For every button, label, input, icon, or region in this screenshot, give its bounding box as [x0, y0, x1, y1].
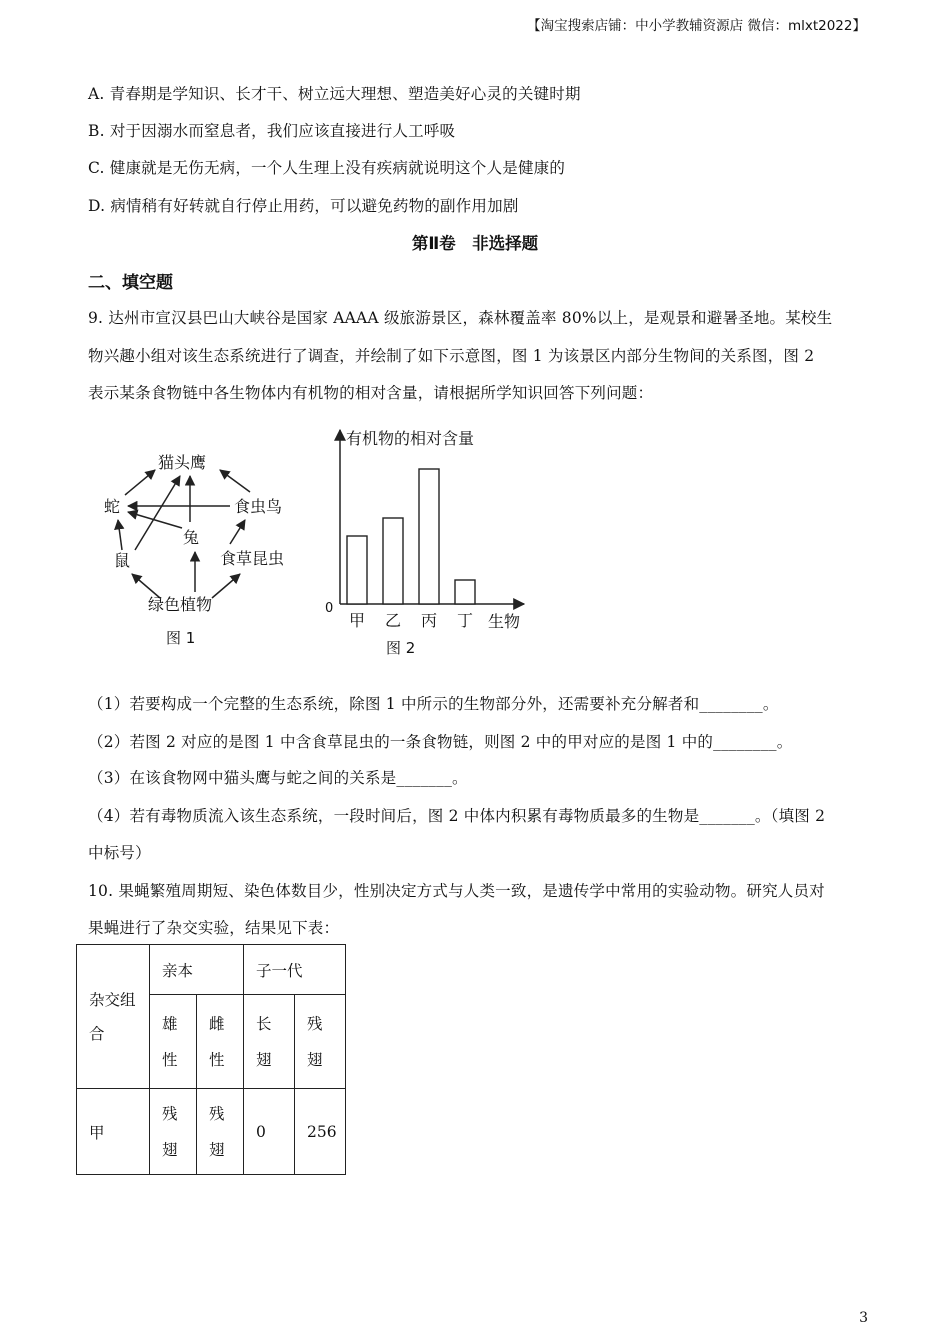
header-offspring: 子一代 — [244, 945, 346, 995]
option-c: C. 健康就是无伤无病，一个人生理上没有疾病就说明这个人是健康的 — [88, 159, 566, 177]
x-axis-label: 生物 — [488, 612, 521, 631]
arrow-rabbit-snake — [128, 512, 182, 528]
node-rabbit: 兔 — [183, 528, 200, 547]
arrow-snake-owl — [125, 470, 155, 495]
origin-label: 0 — [325, 601, 334, 616]
header-male: 雄性 — [150, 995, 197, 1089]
option-a: A. 青春期是学知识、长才干、树立远大理想、塑造美好心灵的关键时期 — [88, 85, 581, 103]
q9-line-3: 表示某条食物链中各生物体内有机物的相对含量，请根据所学知识回答下列问题： — [88, 384, 654, 402]
q9-sub-2: （2）若图 2 对应的是图 1 中含食草昆虫的一条食物链，则图 2 中的甲对应的是图 1 中的________。 — [88, 733, 793, 751]
q10-line-2: 果蝇进行了杂交实验，结果见下表： — [88, 919, 340, 937]
header-parent: 亲本 — [150, 945, 244, 995]
header-group: 杂交组合 — [77, 945, 150, 1089]
q9-sub-1: （1）若要构成一个完整的生态系统，除图 1 中所示的生物部分外，还需要补充分解者和________。 — [88, 695, 779, 713]
x-tick-3: 丙 — [420, 611, 438, 630]
q9-sub-3: （3）在该食物网中猫头鹰与蛇之间的关系是_______。 — [88, 769, 468, 787]
x-tick-1: 甲 — [348, 611, 366, 630]
x-tick-4: 丁 — [456, 611, 474, 630]
chart-title: 有机物的相对含量 — [346, 429, 475, 448]
bar-3 — [419, 469, 439, 604]
figure-2-caption: 图 2 — [386, 639, 416, 657]
bar-4 — [455, 580, 475, 604]
header-female: 雌性 — [197, 995, 244, 1089]
node-mouse: 鼠 — [114, 551, 131, 570]
bar-1 — [347, 536, 367, 604]
q9-sub-4: （4）若有毒物质流入该生态系统，一段时间后，图 2 中体内积累有毒物质最多的生物是_______。（填图 2 — [88, 807, 826, 825]
node-insect: 食草昆虫 — [220, 549, 285, 568]
arrow-bird-owl — [220, 470, 250, 492]
q9-sub-4-cont: 中标号） — [88, 844, 151, 862]
q9-line-2: 物兴趣小组对该生态系统进行了调查，并绘制了如下示意图，图 1 为该景区内部分生物间的关系图，图 2 — [88, 347, 815, 365]
cell-group: 甲 — [77, 1089, 150, 1175]
cell-long: 0 — [244, 1089, 295, 1175]
cross-table — [76, 944, 346, 1175]
arrow-mouse-owl — [135, 476, 180, 550]
figure-1-caption: 图 1 — [166, 629, 196, 647]
cell-male: 残翅 — [150, 1089, 197, 1175]
option-d: D. 病情稍有好转就自行停止用药，可以避免药物的副作用加剧 — [88, 197, 519, 215]
node-owl: 猫头鹰 — [158, 453, 207, 472]
q10-line-1: 10. 果蝇繁殖周期短、染色体数目少，性别决定方式与人类一致，是遗传学中常用的实验动物。研究人员对 — [88, 882, 825, 900]
organic-matter-chart — [310, 420, 540, 660]
header-long-wing: 长翅 — [244, 995, 295, 1089]
node-snake: 蛇 — [104, 497, 121, 516]
arrow-plant-insect — [212, 574, 240, 598]
cell-female: 残翅 — [197, 1089, 244, 1175]
cell-vestigial: 256 — [295, 1089, 346, 1175]
table-row — [77, 1089, 346, 1175]
arrow-insect-bird — [230, 520, 245, 544]
node-bird: 食虫鸟 — [234, 497, 283, 516]
part-title: 二、填空题 — [88, 273, 173, 293]
q9-line-1: 9. 达州市宣汉县巴山大峡谷是国家 AAAA 级旅游景区，森林覆盖率 80%以上，是观景和避暑圣地。某校生 — [88, 309, 833, 327]
option-b: B. 对于因溺水而窒息者，我们应该直接进行人工呼吸 — [88, 122, 456, 140]
arrow-mouse-snake — [118, 520, 122, 550]
x-tick-2: 乙 — [384, 611, 402, 630]
header-shop-note: 【淘宝搜索店铺：中小学教辅资源店 微信：mlxt2022】 — [527, 18, 866, 34]
header-vestigial-wing: 残翅 — [295, 995, 346, 1089]
bar-2 — [383, 518, 403, 604]
food-web-figure — [90, 440, 310, 660]
section-title: 第Ⅱ卷 非选择题 — [411, 234, 539, 253]
page-number: 3 — [859, 1310, 868, 1326]
node-plant: 绿色植物 — [148, 595, 213, 614]
